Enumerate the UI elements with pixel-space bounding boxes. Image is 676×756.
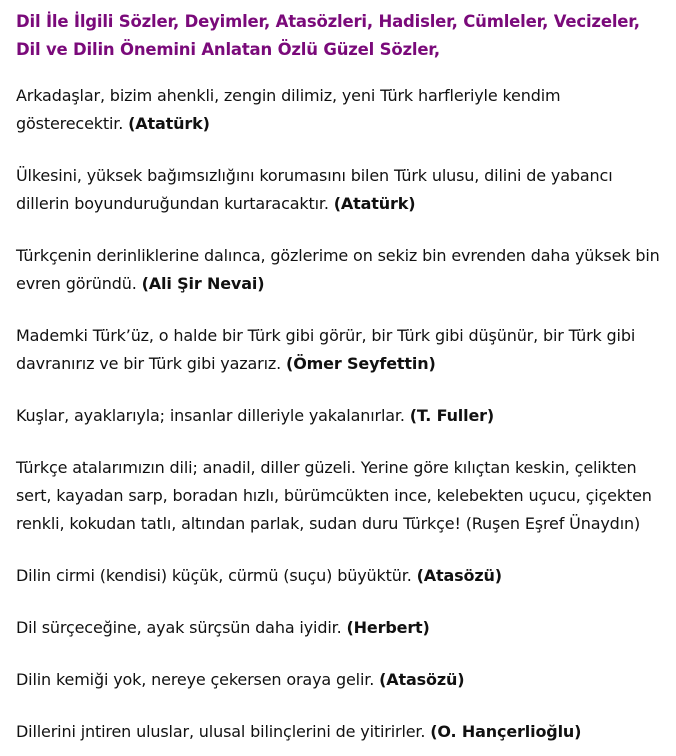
- quote-author: (Ömer Seyfettin): [286, 354, 436, 373]
- quote-text: Dil sürçeceğine, ayak sürçsün daha iyidir.: [16, 618, 342, 637]
- quote-paragraph: [16, 666, 662, 694]
- quote-paragraph: [16, 162, 662, 218]
- quote-text: Mademki Türk’üz, o halde bir Türk gibi görür, bir Türk gibi düşünür, bir Türk gibi davranırız ve bir Türk gibi yazarız.: [16, 326, 636, 373]
- quote-text: Kuşlar, ayaklarıyla; insanlar dilleriyle yakalanırlar.: [16, 406, 405, 425]
- quote-paragraph: [16, 454, 662, 538]
- quote-paragraph: [16, 322, 662, 378]
- quote-paragraph: [16, 82, 662, 138]
- quote-text: Dillerini jntiren uluslar, ulusal bilinçlerini de yitirirler.: [16, 722, 426, 741]
- quote-text: Türkçe atalarımızın dili; anadil, diller güzeli. Yerine göre kılıçtan keskin, çelikten sert, kayadan sarp, boradan hızlı, bürümcükten ince, kelebekten uçucu, çiçekten renkli, kokudan tatlı, altından parlak, sudan duru Türkçe!: [16, 458, 652, 533]
- quote-author: (Atatürk): [333, 194, 416, 213]
- quote-text: Türkçenin derinliklerine dalınca, gözlerime on sekiz bin evrenden daha yüksek bin evren göründü.: [16, 246, 660, 293]
- page-heading: [16, 8, 662, 64]
- quote-author: (Ali Şir Nevai): [141, 274, 265, 293]
- quote-text: Dilin kemiği yok, nereye çekersen oraya gelir.: [16, 670, 375, 689]
- quote-author: (Atasözü): [416, 566, 502, 585]
- quote-paragraph: [16, 242, 662, 298]
- heading-line-2: Dil ve Dilin Önemini Anlatan Özlü Güzel Sözler,: [16, 40, 440, 59]
- quote-paragraph: [16, 562, 662, 590]
- quote-text: Dilin cirmi (kendisi) küçük, cürmü (suçu) büyüktür.: [16, 566, 412, 585]
- quote-text: Arkadaşlar, bizim ahenkli, zengin dilimiz, yeni Türk harfleriyle kendim gösterecektir.: [16, 86, 561, 133]
- quote-paragraph: [16, 614, 662, 642]
- quote-author: (Ruşen Eşref Ünaydın): [465, 514, 641, 533]
- quote-paragraph: [16, 402, 662, 430]
- quote-text: Ülkesini, yüksek bağımsızlığını korumasını bilen Türk ulusu, dilini de yabancı dillerin boyunduruğundan kurtaracaktır.: [16, 166, 613, 213]
- quote-author: (O. Hançerlioğlu): [430, 722, 582, 741]
- quote-paragraph: [16, 718, 662, 746]
- quote-author: (Herbert): [346, 618, 430, 637]
- heading-line-1: Dil İle İlgili Sözler, Deyimler, Atasözleri, Hadisler, Cümleler, Vecizeler,: [16, 12, 640, 31]
- quote-author: (Atatürk): [128, 114, 210, 133]
- quote-author: (T. Fuller): [409, 406, 495, 425]
- quote-author: (Atasözü): [379, 670, 465, 689]
